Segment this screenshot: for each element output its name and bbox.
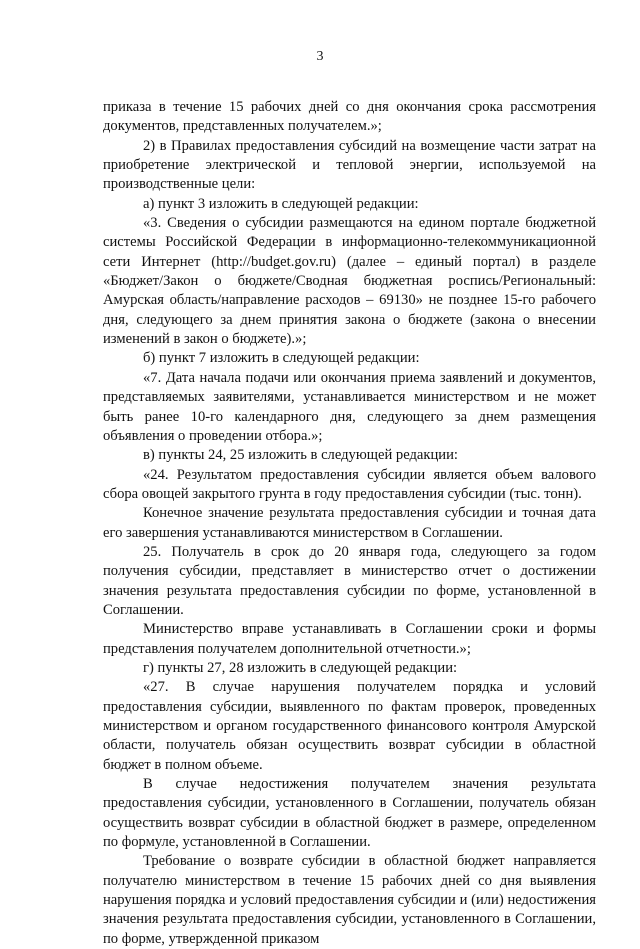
paragraph: «7. Дата начала подачи или окончания приема заявлений и документов, представляемых заявителями, устанавливается министерством и не может быть ранее 10-го календарного дня, следующего за днем размещения объявления о проведении отбора.»; — [103, 369, 596, 444]
paragraph: «24. Результатом предоставления субсидии является объем валового сбора овощей закрытого грунта в году предоставления субсидии (тыс. тонн). — [103, 466, 596, 502]
paragraph: «27. В случае нарушения получателем порядка и условий предоставления субсидии, выявленного по фактам проверок, проведенных министерством и органом государственного финансового контроля Амурской области, получатель обязан осуществить возврат субсидии в областной бюджет в полном объеме. — [103, 679, 596, 773]
document-body — [103, 98, 596, 949]
paragraph: в) пункты 24, 25 изложить в следующей редакции: — [143, 447, 458, 464]
paragraph: Требование о возврате субсидии в областной бюджет направляется получателю министерством в течение 15 рабочих дней со дня выявления нарушения порядка и условий предоставления субсидии и (или) недостижения значения результата предоставления субсидии, установленного в Соглашении, по форме, утвержденной приказом — [103, 853, 596, 947]
paragraph: приказа в течение 15 рабочих дней со дня окончания срока рассмотрения документов, представленных получателем.»; — [103, 99, 596, 135]
paragraph: «3. Сведения о субсидии размещаются на едином портале бюджетной системы Российской Федерации в информационно-телекоммуникационной сети Интернет (http://budget.gov.ru) (далее – единый портал) в разделе «Бюджет/Закон о бюджете/Сводная бюджетная роспись/Региональный: Амурская область/направление расходов – 69130» не позднее 15-го рабочего дня, следующего за днем принятия закона о бюджете (закона о внесении изменений в закон о бюджете).»; — [103, 215, 596, 348]
paragraph: 2) в Правилах предоставления субсидий на возмещение части затрат на приобретение электрической и тепловой энергии, используемой на производственные цели: — [103, 137, 596, 193]
paragraph: г) пункты 27, 28 изложить в следующей редакции: — [143, 659, 458, 676]
paragraph: а) пункт 3 изложить в следующей редакции: — [143, 195, 419, 212]
paragraph: Министерство вправе устанавливать в Соглашении сроки и формы представления получателем дополнительной отчетности.»; — [103, 621, 596, 657]
paragraph: В случае недостижения получателем значения результата предоставления субсидии, установленного в Соглашении, получатель обязан осуществить возврат субсидии в областной бюджет в размере, определенном по формуле, установленной в Соглашении. — [103, 776, 596, 851]
paragraph: б) пункт 7 изложить в следующей редакции: — [143, 350, 420, 367]
paragraph: 25. Получатель в срок до 20 января года, следующего за годом получения субсидии, представляет в министерство отчет о достижении значения результата предоставления субсидии по форме, установленной в Соглашении. — [103, 543, 596, 618]
page-number: 3 — [316, 49, 324, 64]
paragraph: Конечное значение результата предоставления субсидии и точная дата его завершения устанавливаются министерством в Соглашении. — [103, 505, 596, 541]
